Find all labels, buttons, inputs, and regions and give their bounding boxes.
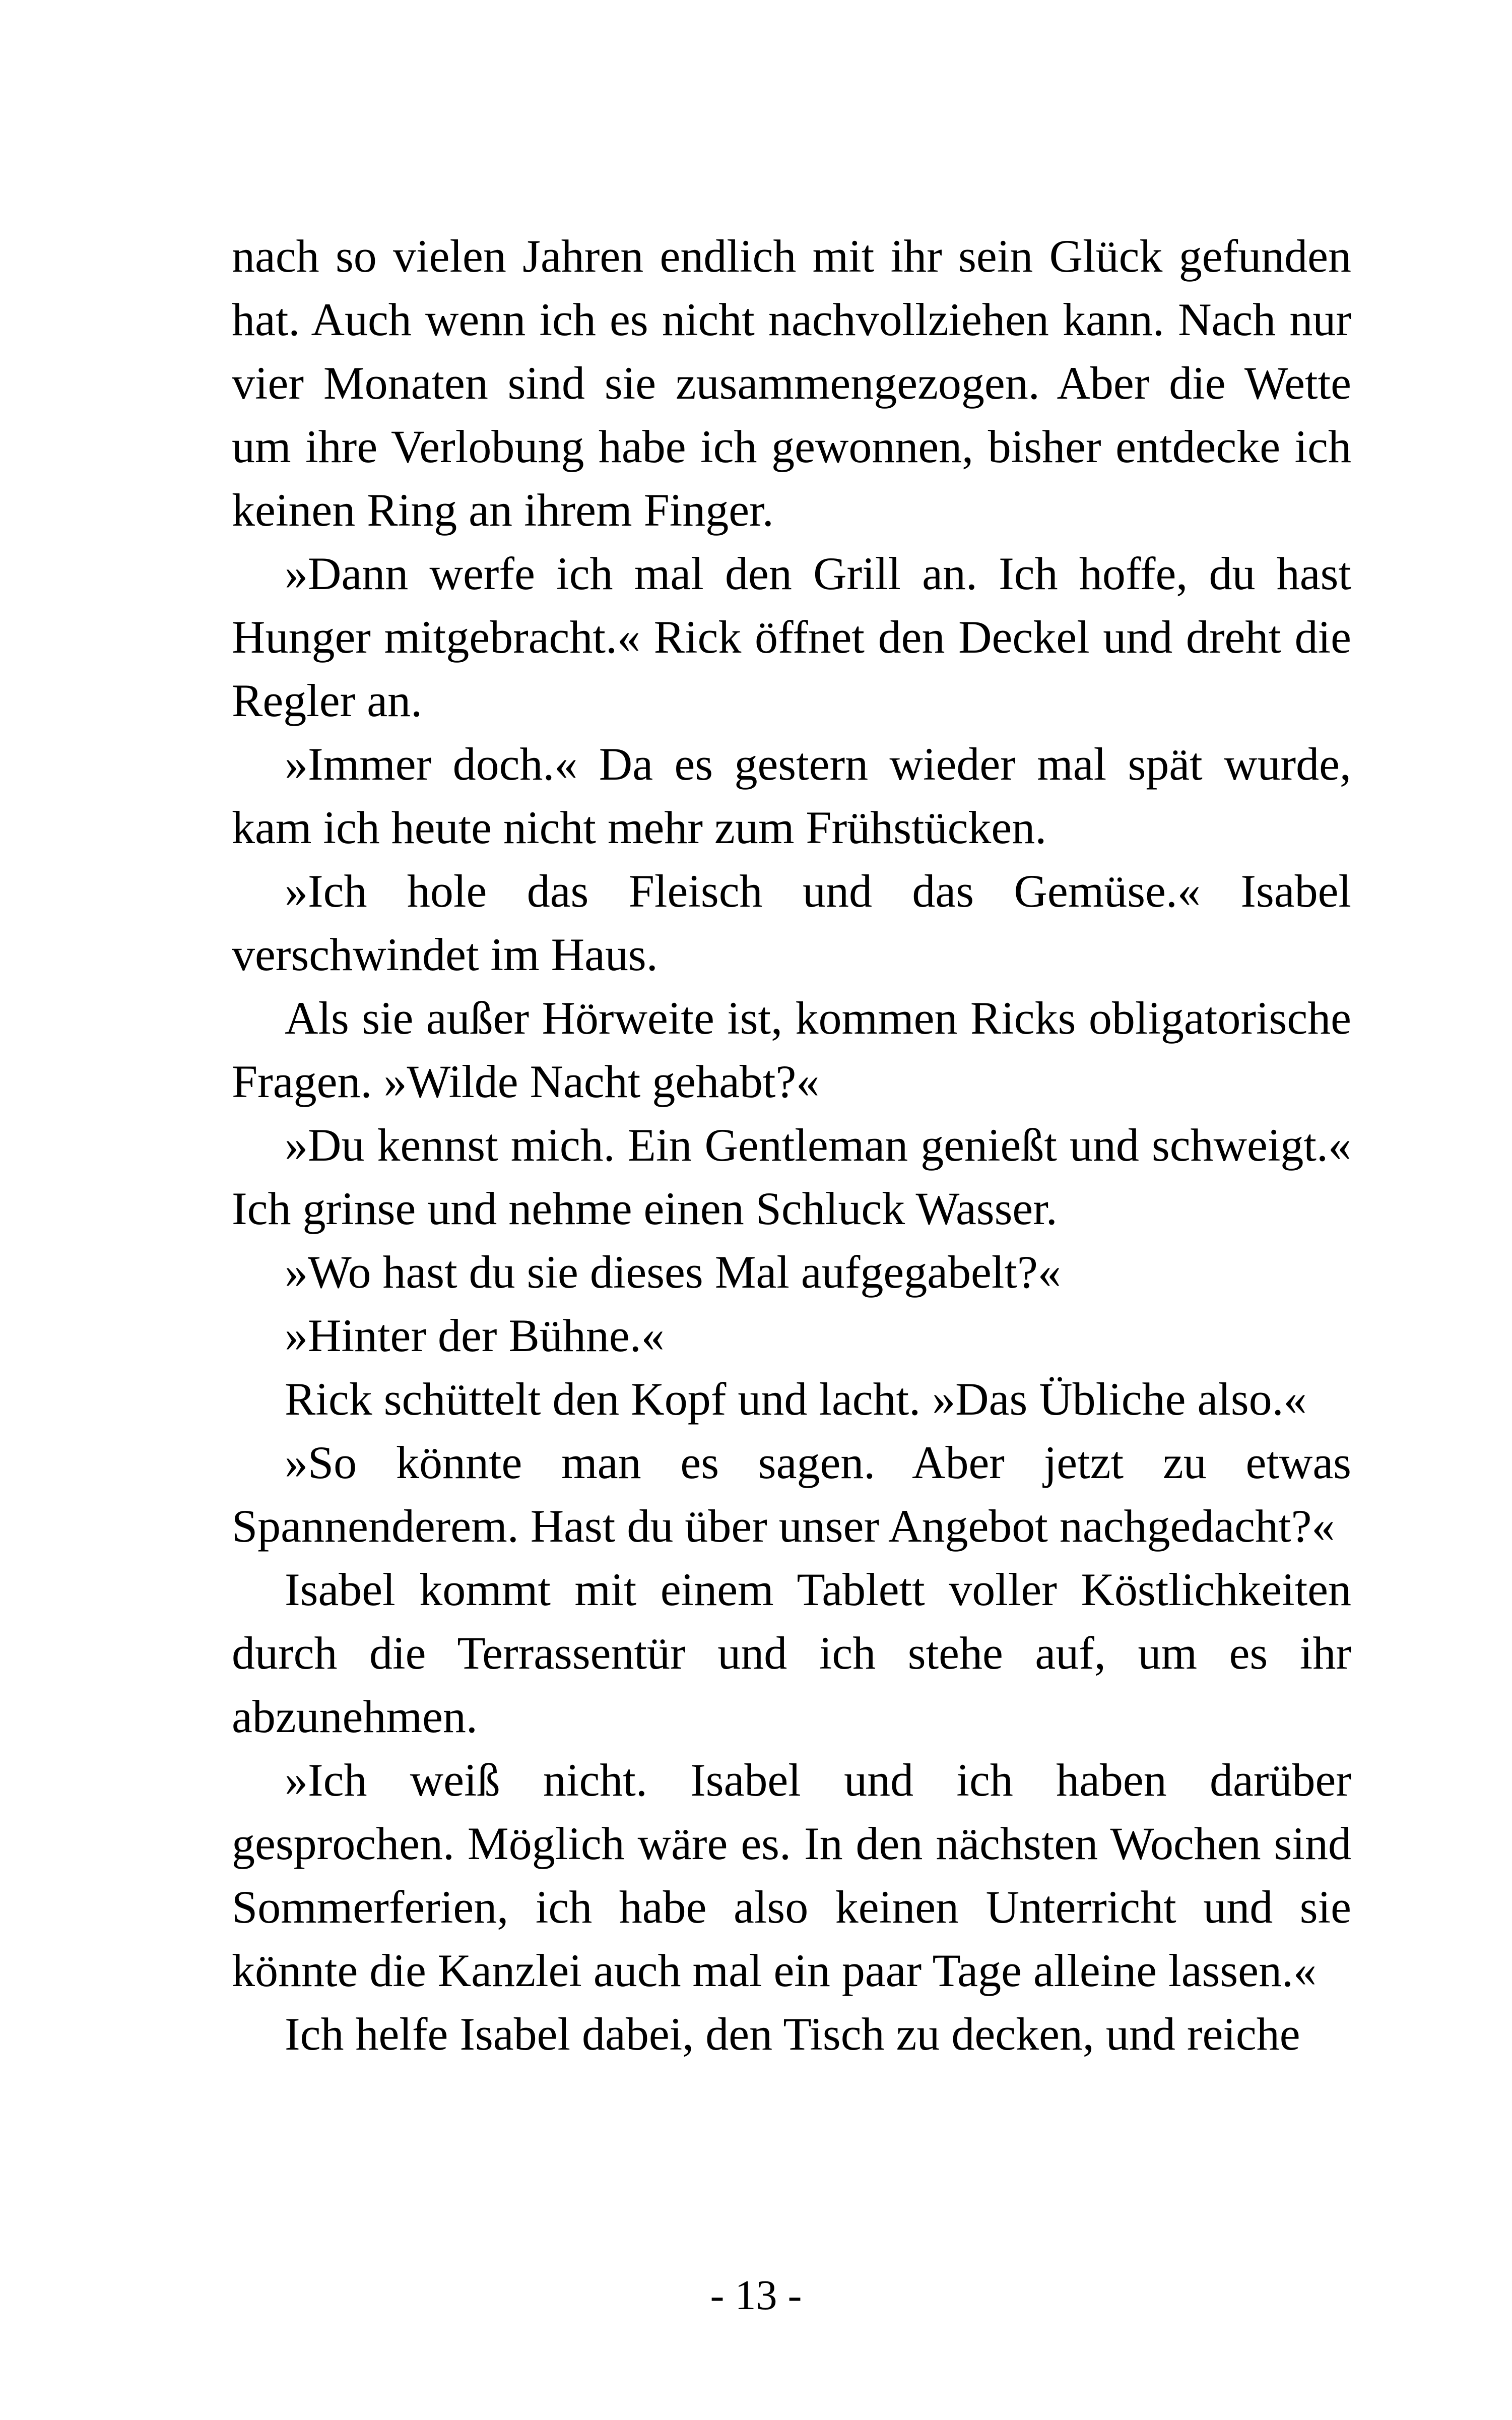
paragraph-13: Ich helfe Isabel dabei, den Tisch zu decken, und reiche <box>285 2008 1300 2060</box>
paragraph-11: Isabel kommt mit einem Tablett voller Köstlichkeiten durch die Terrassentür und ich stehe auf, um es ihr abzunehmen. <box>232 1564 1351 1742</box>
paragraph-4: »Ich hole das Fleisch und das Gemüse.« Isabel verschwindet im Haus. <box>232 865 1351 980</box>
paragraph-10: »So könnte man es sagen. Aber jetzt zu etwas Spannenderem. Hast du über unser Angebot nachgedacht?« <box>232 1437 1351 1552</box>
paragraph-6: »Du kennst mich. Ein Gentleman genießt und schweigt.« Ich grinse und nehme einen Schluck Wasser. <box>232 1119 1351 1234</box>
page-number: - 13 - <box>710 2272 802 2319</box>
paragraph-12: »Ich weiß nicht. Isabel und ich haben darüber gesprochen. Möglich wäre es. In den nächsten Wochen sind Sommerferien, ich habe also keinen Unterricht und sie könnte die Kanzlei auch mal ein paar Tage alleine lassen.« <box>232 1754 1351 1996</box>
paragraph-8: »Hinter der Bühne.« <box>285 1310 665 1361</box>
paragraph-1: nach so vielen Jahren endlich mit ihr sein Glück gefunden hat. Auch wenn ich es nicht nachvollziehen kann. Nach nur vier Monaten sind sie zusammengezogen. Aber die Wette um ihre Verlobung habe ich gewonnen, bisher entdecke ich keinen Ring an ihrem Finger. <box>232 230 1351 536</box>
paragraph-9: Rick schüttelt den Kopf und lacht. »Das Übliche also.« <box>285 1373 1307 1425</box>
paragraph-5: Als sie außer Hörweite ist, kommen Ricks obligatorische Fragen. »Wilde Nacht gehabt?« <box>232 992 1351 1107</box>
body-text <box>232 224 1351 2066</box>
paragraph-7: »Wo hast du sie dieses Mal aufgegabelt?« <box>285 1246 1061 1298</box>
paragraph-3: »Immer doch.« Da es gestern wieder mal spät wurde, kam ich heute nicht mehr zum Frühstücken. <box>232 738 1351 853</box>
paragraph-2: »Dann werfe ich mal den Grill an. Ich hoffe, du hast Hunger mitgebracht.« Rick öffnet den Deckel und dreht die Regler an. <box>232 548 1351 726</box>
